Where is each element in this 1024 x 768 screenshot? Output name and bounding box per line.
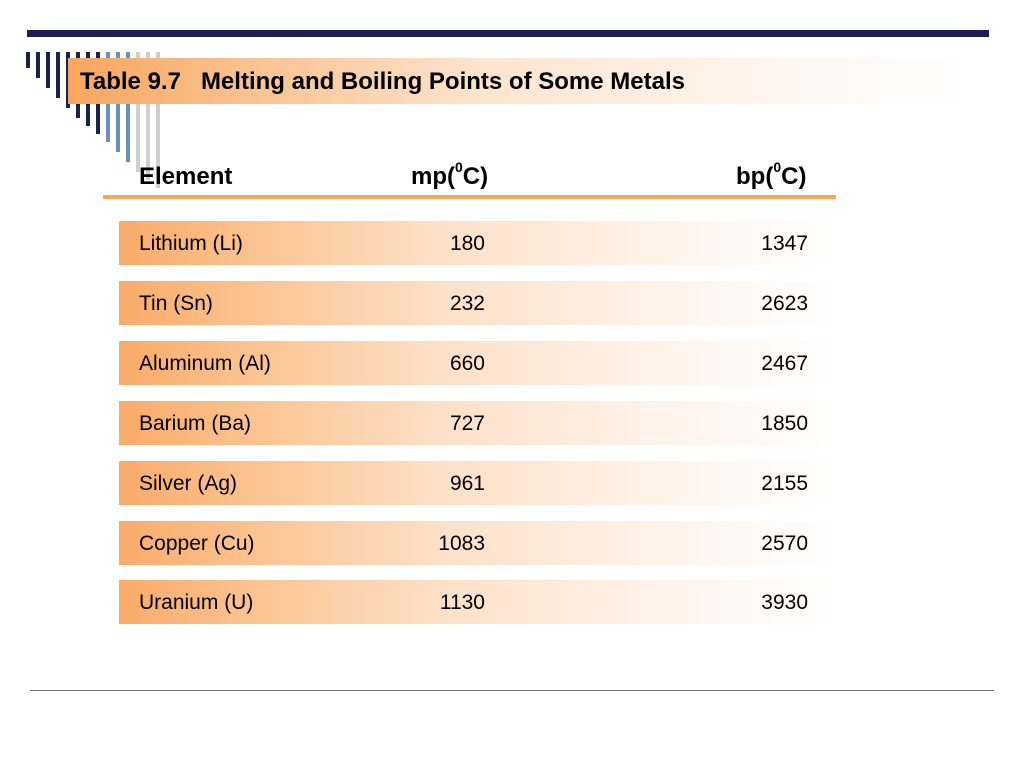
melting-point: 660: [449, 352, 485, 375]
element-name: Barium (Ba): [139, 412, 252, 435]
table-row: [119, 580, 836, 624]
header-bp: [736, 159, 807, 191]
boiling-point: 2155: [761, 472, 808, 495]
boiling-point: 2570: [761, 532, 808, 555]
element-name: Silver (Ag): [139, 472, 238, 495]
table-row: [119, 341, 836, 385]
boiling-point: 2623: [761, 292, 808, 315]
header-bp-superscript: 0: [773, 159, 782, 175]
header-mp-prefix: mp(: [411, 163, 455, 190]
bottom-rule: [30, 690, 994, 691]
element-name: Copper (Cu): [139, 532, 255, 555]
header-element: Element: [139, 163, 233, 190]
stripe: [56, 52, 60, 98]
header-mp-superscript: 0: [455, 159, 463, 175]
header-bp-suffix: C): [781, 163, 807, 190]
top-border-bar: [27, 30, 989, 37]
stripe: [26, 52, 30, 68]
slide-title: Table 9.7 Melting and Boiling Points of Some Metals: [80, 68, 685, 95]
element-name: Uranium (U): [139, 591, 254, 614]
boiling-point: 1347: [761, 232, 808, 255]
element-name: Aluminum (Al): [139, 352, 271, 375]
boiling-point: 3930: [761, 591, 808, 614]
header-mp-suffix: C): [462, 163, 489, 190]
table-row: [119, 521, 836, 565]
stripe: [36, 52, 40, 78]
melting-point: 961: [449, 472, 485, 495]
table-row: [119, 221, 836, 265]
element-name: Lithium (Li): [139, 232, 243, 255]
element-name: Tin (Sn): [139, 292, 213, 315]
melting-point: 727: [449, 412, 485, 435]
boiling-point: 1850: [761, 412, 808, 435]
header-bp-prefix: bp(: [736, 163, 774, 190]
table-row: [119, 401, 836, 445]
table-row: [119, 461, 836, 505]
melting-point: 1083: [438, 532, 485, 555]
header-rule: [103, 195, 836, 199]
stripe: [46, 52, 50, 88]
melting-point: 1130: [439, 591, 485, 614]
header-mp: [411, 159, 489, 191]
melting-point: 180: [449, 232, 485, 255]
boiling-point: 2467: [761, 352, 808, 375]
table-row: [119, 281, 836, 325]
melting-point: 232: [449, 292, 485, 315]
